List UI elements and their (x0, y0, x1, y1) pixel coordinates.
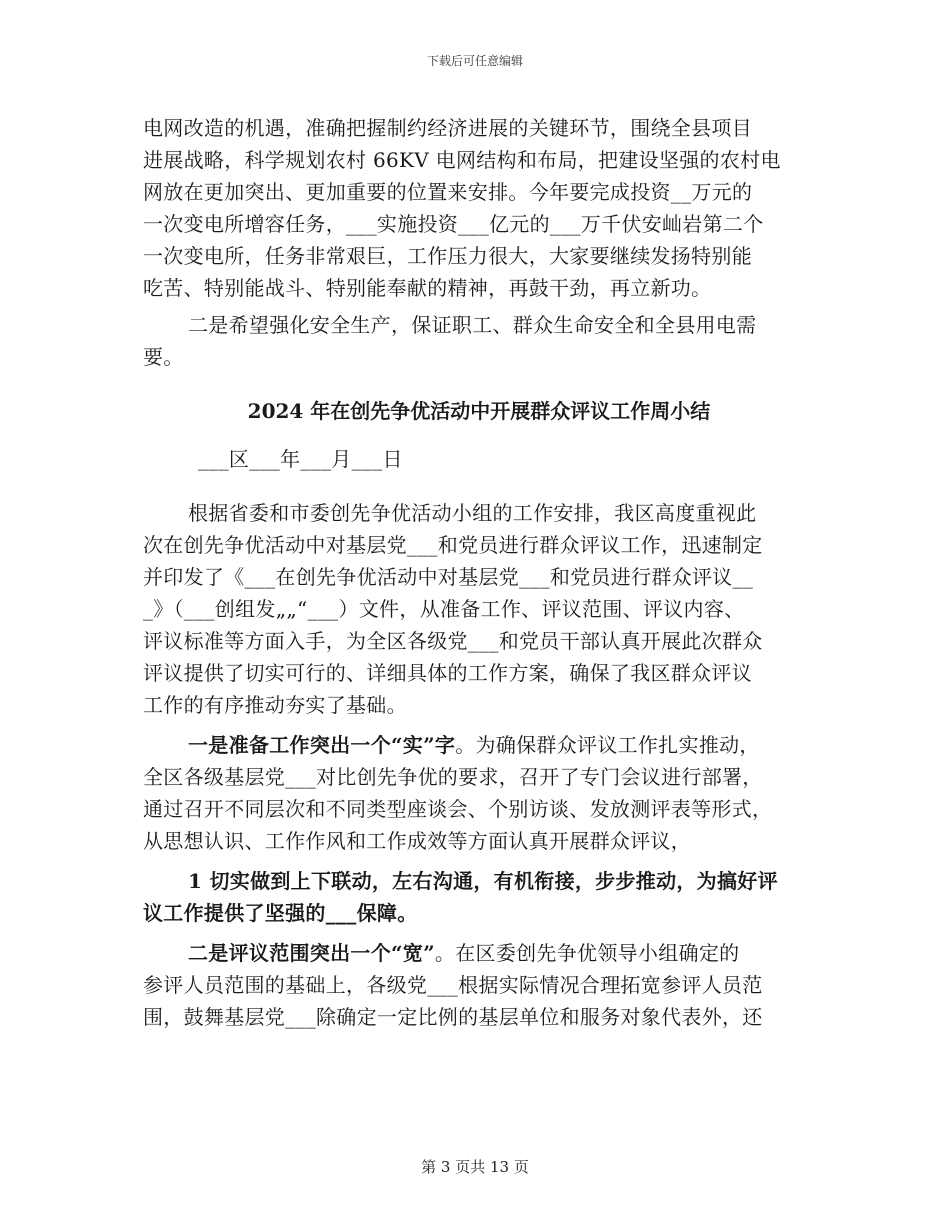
paragraph-4 (143, 729, 815, 857)
text-line: 要。 (143, 345, 184, 369)
text-line: 评议提供了切实可行的、详细具体的工作方案，确保了我区群众评议 (143, 661, 752, 685)
text-line: 从思想认识、工作作风和工作成效等方面认真开展群众评议， (143, 829, 692, 853)
text-span: 。为确保群众评议工作扎实推动， (455, 733, 760, 757)
paragraph-3 (143, 497, 815, 721)
page-footer: 第 3 页共 13 页 (421, 1158, 529, 1176)
text-line: _》（___创组发„„“___）文件，从准备工作、评议范围、评议内容、 (143, 597, 745, 621)
text-line (143, 937, 815, 969)
bold-lead: 二是评议范围突出一个“宽” (188, 941, 435, 965)
text-line: 二是希望强化安全生产，保证职工、群众生命安全和全县用电需 (188, 313, 757, 337)
document-title: 2024 年在创先争优活动中开展群众评议工作周小结 (247, 399, 711, 423)
text-line: 吃苦、特别能战斗、特别能奉献的精神，再鼓干劲，再立新功。 (143, 276, 712, 300)
text-line: 议工作提供了坚强的___保障。 (143, 901, 418, 925)
text-line: 一次变电所，任务非常艰巨，工作压力很大，大家要继续发扬特别能 (143, 244, 752, 268)
text-line: 围，鼓舞基层党___除确定一定比例的基层单位和服务对象代表外，还 (143, 1005, 763, 1029)
text-line: 1 切实做到上下联动，左右沟通，有机衔接，步步推动，为搞好评 (188, 869, 778, 893)
bold-lead: 一是准备工作突出一个“实”字 (188, 733, 456, 757)
text-span: 。在区委创先争优领导小组确定的 (434, 941, 740, 965)
text-line: 电网改造的机遇，准确把握制约经济进展的关键环节，围绕全县项目 (143, 116, 752, 140)
text-line: 通过召开不同层次和不同类型座谈会、个别访谈、发放测评表等形式， (143, 797, 773, 821)
text-line: 参评人员范围的基础上，各级党___根据实际情况合理拓宽参评人员范 (143, 973, 763, 997)
paragraph-5 (143, 865, 815, 929)
text-line (143, 729, 815, 761)
document-body (143, 112, 815, 1033)
text-line: 根据省委和市委创先争优活动小组的工作安排，我区高度重视此 (188, 501, 757, 525)
paragraph-6 (143, 937, 815, 1033)
text-line: 一次变电所增容任务，___实施投资___亿元的___万千伏安屾岩第二个 (143, 212, 764, 236)
page-header: 下载后可任意编辑 (426, 54, 523, 68)
text-line: 网放在更加突出、更加重要的位置来安排。今年要完成投资__万元的 (143, 180, 753, 204)
text-line: 次在创先争优活动中对基层党___和党员进行群众评议工作，迅速制定 (143, 533, 763, 557)
date-line: ___区___年___月___日 (198, 447, 403, 471)
text-line: 工作的有序推动夯实了基础。 (143, 693, 407, 717)
text-line: 并印发了《___在创先争优活动中对基层党___和党员进行群众评议__ (143, 565, 754, 589)
text-line: 评议标准等方面入手，为全区各级党___和党员干部认真开展此次群众 (143, 629, 763, 653)
text-line: 进展战略，科学规划农村 66KV 电网结构和布局，把建设坚强的农村电 (143, 148, 781, 172)
text-line: 全区各级基层党___对比创先争优的要求，召开了专门会议进行部署， (143, 765, 763, 789)
paragraph-2 (143, 309, 815, 373)
paragraph-1 (143, 112, 815, 304)
